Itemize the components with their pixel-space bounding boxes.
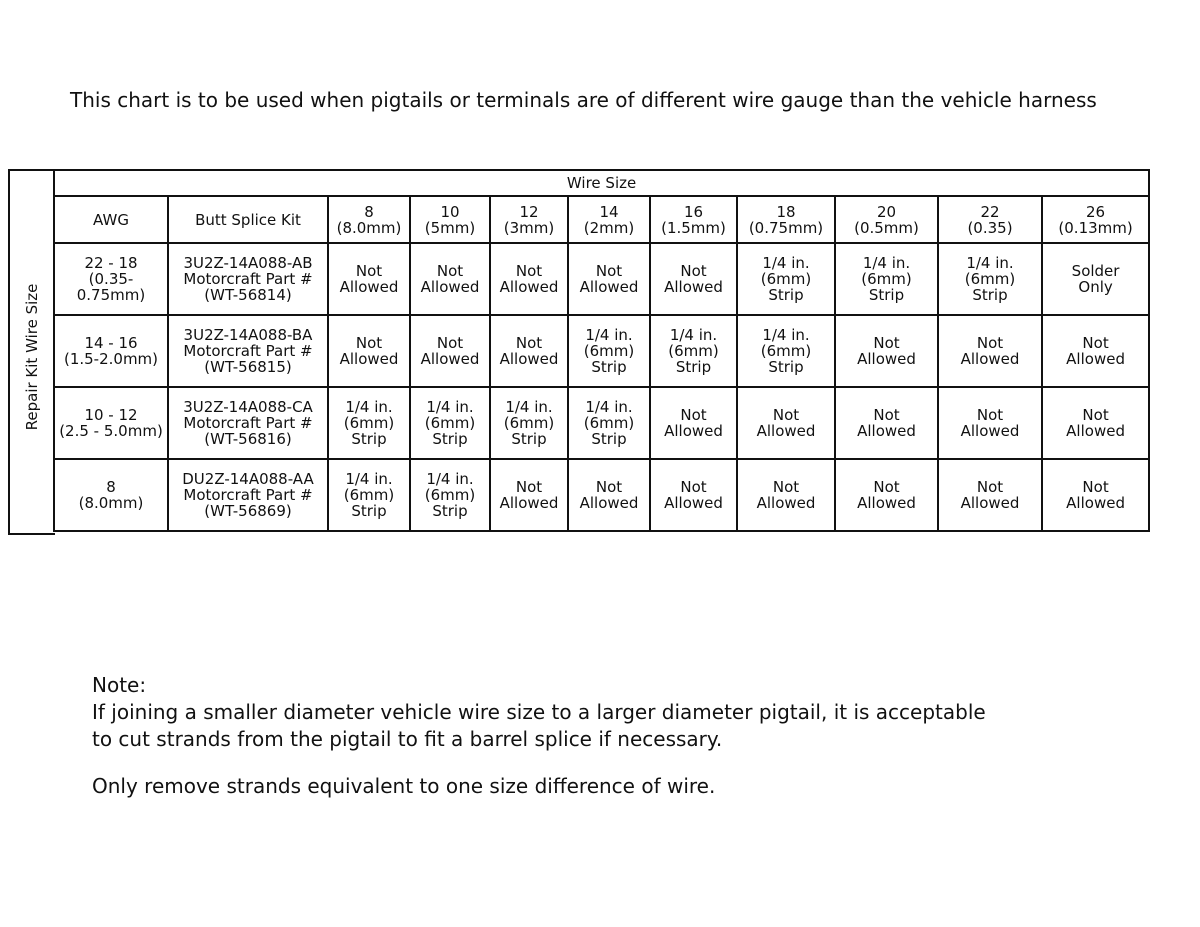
table-cell — [1042, 315, 1149, 387]
cell-line: (WT-56869) — [204, 502, 292, 520]
note-line-1: If joining a smaller diameter vehicle wire size to a larger diameter pigtail, it is acceptable — [92, 700, 986, 724]
column-header — [328, 196, 410, 243]
cell-line: (6mm) — [760, 342, 812, 360]
note-line-2: to cut strands from the pigtail to fit a barrel splice if necessary. — [92, 727, 723, 751]
table-cell — [1042, 459, 1149, 531]
cell-line: Allowed — [857, 350, 916, 368]
cell-line: Strip — [351, 502, 387, 520]
cell-line: 1/4 in. — [426, 398, 474, 416]
table-row — [54, 459, 1149, 531]
cell-line: (1.5mm) — [661, 218, 726, 237]
cell-line: Not — [515, 262, 543, 280]
cell-line: Not — [1082, 406, 1109, 424]
table-cell — [835, 315, 938, 387]
table-cell — [328, 243, 410, 315]
cell-line: (6mm) — [343, 486, 395, 504]
cell-line: Motorcraft Part # — [183, 414, 313, 432]
table-cell — [1042, 243, 1149, 315]
table-cell — [410, 315, 490, 387]
table-cell — [568, 459, 650, 531]
cell-line: 1/4 in. — [762, 326, 810, 344]
cell-line: Allowed — [420, 350, 480, 368]
table-cell — [835, 459, 938, 531]
cell-line: (0.5mm) — [854, 218, 919, 237]
note-block — [92, 672, 986, 800]
kit-cell — [168, 243, 328, 315]
cell-line: Not — [873, 334, 900, 352]
cell-line: (0.35) — [967, 218, 1013, 237]
table-cell — [938, 243, 1042, 315]
cell-line: Strip — [675, 358, 712, 376]
cell-line: 10 - 12 — [84, 406, 138, 424]
cell-line: Not — [1082, 334, 1109, 352]
cell-line: 20 — [876, 202, 897, 221]
cell-line: (6mm) — [760, 270, 812, 288]
table-cell — [737, 243, 835, 315]
table-cell — [568, 315, 650, 387]
cell-line: Strip — [511, 430, 547, 448]
cell-line: (6mm) — [424, 486, 476, 504]
cell-line: 22 - 18 — [84, 254, 138, 272]
cell-line: (WT-56815) — [204, 358, 292, 376]
cell-line: Allowed — [1066, 350, 1125, 368]
cell-line: Allowed — [499, 494, 559, 512]
cell-line: Strip — [868, 286, 905, 304]
cell-line: 10 — [440, 202, 460, 221]
column-header — [568, 196, 650, 243]
cell-line: (0.35-0.75mm) — [76, 270, 146, 304]
cell-line: 1/4 in. — [585, 326, 633, 344]
cell-line: Allowed — [579, 494, 639, 512]
column-header — [54, 196, 168, 243]
cell-line: Allowed — [960, 422, 1020, 440]
cell-line: Not — [595, 262, 623, 280]
awg-cell — [54, 243, 168, 315]
table-cell — [328, 315, 410, 387]
cell-line: Not — [976, 406, 1004, 424]
cell-line: Strip — [591, 358, 627, 376]
cell-line: Not — [772, 406, 800, 424]
cell-line: 3U2Z-14A088-CA — [183, 398, 313, 416]
cell-line: Allowed — [1066, 494, 1125, 512]
cell-line: Allowed — [499, 278, 559, 296]
cell-line: (6mm) — [668, 342, 719, 360]
table-cell — [737, 387, 835, 459]
cell-line: 1/4 in. — [426, 470, 474, 488]
cell-line: Motorcraft Part # — [183, 486, 313, 504]
cell-line: Motorcraft Part # — [183, 270, 313, 288]
cell-line: 1/4 in. — [669, 326, 718, 344]
table-cell — [328, 387, 410, 459]
table-cell — [410, 459, 490, 531]
cell-line: Allowed — [756, 422, 816, 440]
kit-cell — [168, 387, 328, 459]
cell-line: Not — [515, 334, 543, 352]
table-cell — [490, 387, 568, 459]
cell-line: (6mm) — [343, 414, 395, 432]
cell-line: Allowed — [857, 422, 916, 440]
cell-line: 22 — [980, 202, 1000, 221]
side-label: Repair Kit Wire Size — [23, 283, 41, 431]
cell-line: Allowed — [664, 494, 723, 512]
table-cell — [835, 243, 938, 315]
cell-line: (3mm) — [503, 218, 555, 237]
cell-line: (WT-56816) — [204, 430, 292, 448]
cell-line: (6mm) — [964, 270, 1016, 288]
cell-line: Butt Splice Kit — [195, 210, 301, 229]
table-cell — [490, 459, 568, 531]
cell-line: Allowed — [339, 278, 399, 296]
table-cell — [568, 387, 650, 459]
cell-line: Not — [680, 478, 707, 496]
table-cell — [568, 243, 650, 315]
splice-table — [53, 169, 1150, 532]
cell-line: Not — [1082, 478, 1109, 496]
column-header — [490, 196, 568, 243]
side-header-cell — [8, 169, 55, 535]
cell-line: 8 — [106, 478, 116, 496]
cell-line: Not — [680, 262, 707, 280]
cell-line: Strip — [768, 358, 804, 376]
cell-line: DU2Z-14A088-AA — [182, 470, 314, 488]
note-line-3: Only remove strands equivalent to one size difference of wire. — [92, 774, 716, 798]
column-header — [650, 196, 737, 243]
cell-line: (1.5-2.0mm) — [63, 350, 159, 368]
cell-line: (8.0mm) — [78, 494, 144, 512]
cell-line: Allowed — [664, 278, 723, 296]
awg-cell — [54, 315, 168, 387]
table-cell — [938, 459, 1042, 531]
column-header — [737, 196, 835, 243]
cell-line: 26 — [1086, 202, 1106, 221]
table-cell — [410, 243, 490, 315]
table-cell — [737, 459, 835, 531]
column-header — [938, 196, 1042, 243]
table-cell — [490, 243, 568, 315]
table-cell — [938, 315, 1042, 387]
table-cell — [650, 243, 737, 315]
cell-line: 1/4 in. — [585, 398, 633, 416]
cell-line: Not — [772, 478, 800, 496]
table-row — [54, 243, 1149, 315]
cell-line: Strip — [972, 286, 1008, 304]
cell-line: Only — [1078, 278, 1113, 296]
cell-line: Not — [873, 406, 900, 424]
cell-line: Strip — [591, 430, 627, 448]
cell-line: Allowed — [960, 494, 1020, 512]
table-cell — [650, 387, 737, 459]
table-cell — [1042, 387, 1149, 459]
column-header — [168, 196, 328, 243]
cell-line: 1/4 in. — [862, 254, 911, 272]
kit-cell — [168, 459, 328, 531]
cell-line: Allowed — [339, 350, 399, 368]
cell-line: 1/4 in. — [762, 254, 810, 272]
cell-line: Solder — [1071, 262, 1120, 280]
cell-line: 3U2Z-14A088-BA — [183, 326, 313, 344]
cell-line: Motorcraft Part # — [183, 342, 313, 360]
cell-line: Allowed — [499, 350, 559, 368]
cell-line: Not — [515, 478, 543, 496]
cell-line: Allowed — [420, 278, 480, 296]
cell-line: Strip — [768, 286, 804, 304]
cell-line: Allowed — [1066, 422, 1125, 440]
table-cell — [410, 387, 490, 459]
cell-line: (2mm) — [583, 218, 635, 237]
cell-line: (6mm) — [583, 414, 635, 432]
cell-line: Not — [976, 334, 1004, 352]
cell-line: (0.75mm) — [748, 218, 824, 237]
wire-size-chart — [8, 169, 1148, 533]
cell-line: Not — [680, 406, 707, 424]
cell-line: Not — [436, 262, 464, 280]
cell-line: Allowed — [857, 494, 916, 512]
awg-cell — [54, 459, 168, 531]
cell-line: (0.13mm) — [1058, 218, 1133, 237]
cell-line: 14 - 16 — [84, 334, 138, 352]
cell-line: (2.5 - 5.0mm) — [59, 422, 163, 440]
cell-line: 12 — [519, 202, 539, 221]
cell-line: Strip — [432, 502, 468, 520]
cell-line: 1/4 in. — [505, 398, 553, 416]
cell-line: Allowed — [664, 422, 723, 440]
cell-line: 18 — [776, 202, 796, 221]
cell-line: AWG — [93, 210, 129, 229]
awg-cell — [54, 387, 168, 459]
cell-line: Allowed — [960, 350, 1020, 368]
cell-line: 8 — [364, 202, 374, 221]
cell-line: Not — [873, 478, 900, 496]
table-cell — [490, 315, 568, 387]
cell-line: Allowed — [756, 494, 816, 512]
cell-line: 1/4 in. — [345, 398, 393, 416]
cell-line: (WT-56814) — [204, 286, 292, 304]
cell-line: (8.0mm) — [336, 218, 402, 237]
table-row — [54, 387, 1149, 459]
cell-line: (6mm) — [424, 414, 476, 432]
cell-line: Strip — [432, 430, 468, 448]
note-heading: Note: — [92, 673, 147, 697]
table-cell — [835, 387, 938, 459]
cell-line: (6mm) — [861, 270, 912, 288]
cell-line: Strip — [351, 430, 387, 448]
cell-line: (6mm) — [583, 342, 635, 360]
cell-line: 1/4 in. — [966, 254, 1014, 272]
cell-line: Not — [436, 334, 464, 352]
cell-line: Not — [355, 262, 383, 280]
kit-cell — [168, 315, 328, 387]
column-header — [1042, 196, 1149, 243]
cell-line: Not — [355, 334, 383, 352]
cell-line: 1/4 in. — [345, 470, 393, 488]
table-row — [54, 315, 1149, 387]
table-cell — [938, 387, 1042, 459]
table-cell — [328, 459, 410, 531]
cell-line: (6mm) — [503, 414, 555, 432]
cell-line: Not — [976, 478, 1004, 496]
column-header — [835, 196, 938, 243]
table-cell — [650, 459, 737, 531]
cell-line: 3U2Z-14A088-AB — [183, 254, 313, 272]
cell-line: 16 — [683, 202, 704, 221]
table-cell — [650, 315, 737, 387]
column-header — [410, 196, 490, 243]
intro-text: This chart is to be used when pigtails or terminals are of different wire gauge than the vehicle harness — [70, 88, 1097, 112]
cell-line: (5mm) — [424, 218, 476, 237]
table-cell — [737, 315, 835, 387]
wire-size-header: Wire Size — [54, 170, 1149, 196]
cell-line: Allowed — [579, 278, 639, 296]
cell-line: Not — [595, 478, 623, 496]
cell-line: 14 — [599, 202, 619, 221]
